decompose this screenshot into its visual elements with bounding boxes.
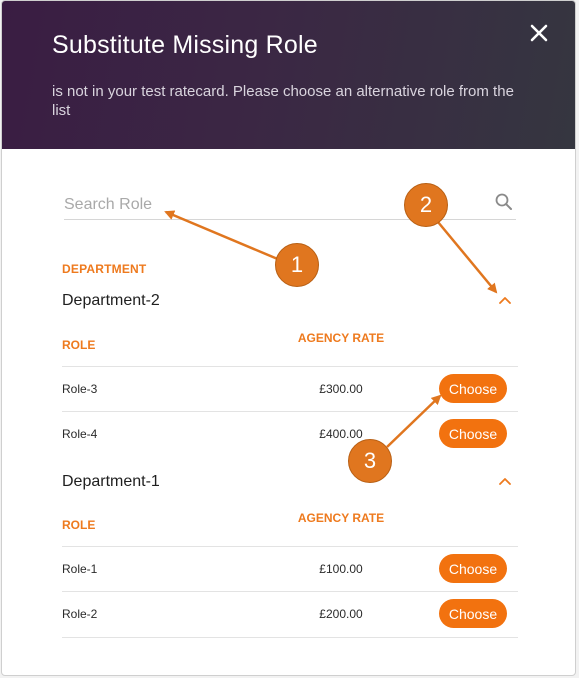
choose-button[interactable]: Choose — [439, 599, 507, 628]
role-name: Role-1 — [62, 562, 98, 576]
close-icon — [525, 19, 553, 47]
role-column-header: ROLE — [62, 338, 96, 352]
dialog-header — [2, 1, 575, 149]
role-column-header: ROLE — [62, 518, 96, 532]
close-button[interactable] — [525, 19, 553, 47]
substitute-role-dialog — [1, 0, 576, 676]
agency-rate: £400.00 — [319, 427, 363, 441]
chevron-up-icon — [496, 473, 514, 491]
role-name: Role-2 — [62, 607, 98, 621]
department-section-1 — [62, 473, 518, 638]
role-name: Role-4 — [62, 427, 98, 441]
search-field — [64, 187, 516, 220]
department-section-2 — [62, 292, 518, 457]
chevron-up-icon — [496, 292, 514, 310]
agency-rate: £300.00 — [319, 382, 363, 396]
dialog-title: Substitute Missing Role — [52, 31, 318, 59]
table-row — [62, 411, 518, 457]
table-row — [62, 546, 518, 592]
collapse-department-button[interactable] — [496, 473, 514, 491]
annotation-marker-3: 3 — [348, 439, 392, 483]
annotation-marker-2: 2 — [404, 183, 448, 227]
choose-button[interactable]: Choose — [439, 554, 507, 583]
agency-rate-column-header: AGENCY RATE — [297, 331, 385, 345]
dialog-subtitle: is not in your test ratecard. Please choose an alternative role from the list — [52, 83, 514, 119]
choose-button[interactable]: Choose — [439, 374, 507, 403]
table-row — [62, 366, 518, 412]
department-name: Department-2 — [62, 292, 160, 309]
agency-rate-column-header: AGENCY RATE — [297, 511, 385, 525]
role-name: Role-3 — [62, 382, 98, 396]
agency-rate: £200.00 — [319, 607, 363, 621]
collapse-department-button[interactable] — [496, 292, 514, 310]
annotation-marker-1: 1 — [275, 243, 319, 287]
department-column-label: DEPARTMENT — [62, 262, 147, 276]
agency-rate: £100.00 — [319, 562, 363, 576]
department-name: Department-1 — [62, 473, 160, 490]
search-icon[interactable] — [494, 192, 514, 212]
choose-button[interactable]: Choose — [439, 419, 507, 448]
table-row — [62, 591, 518, 638]
